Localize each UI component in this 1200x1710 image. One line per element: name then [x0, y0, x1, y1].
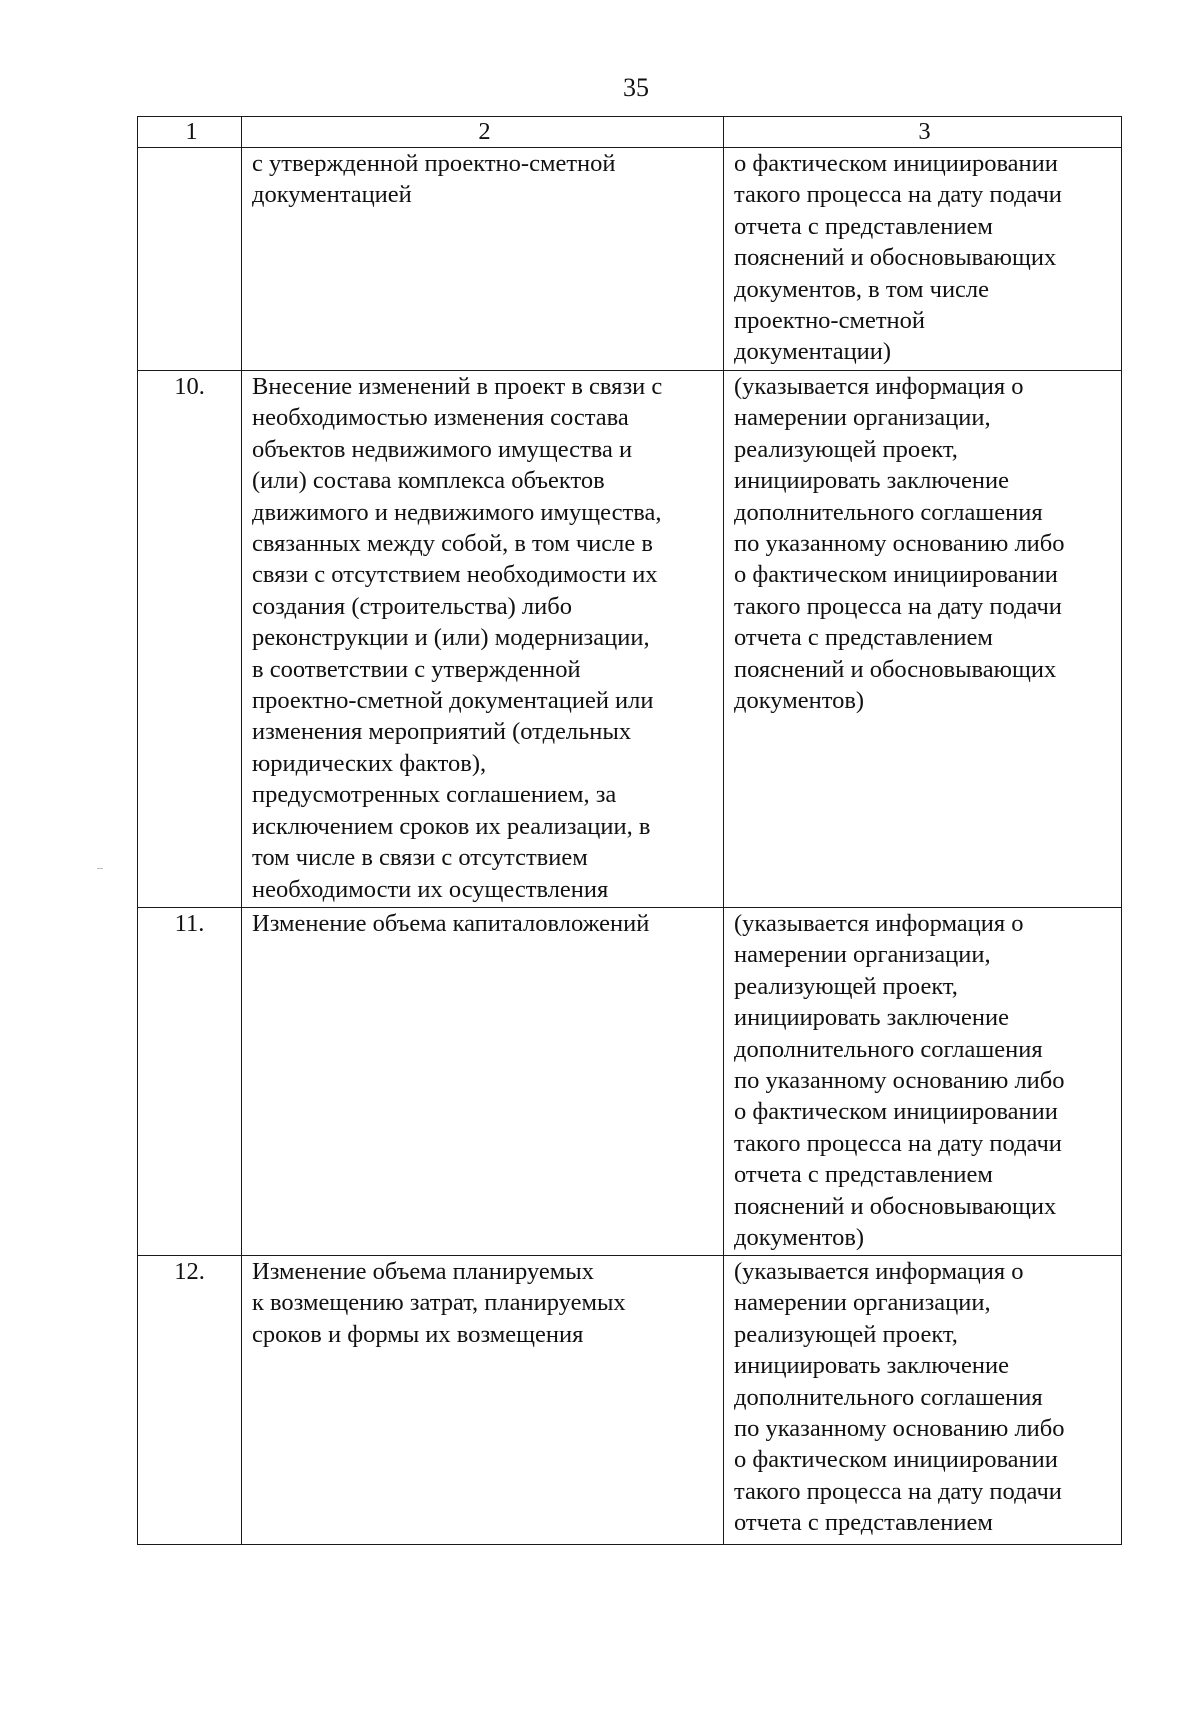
table-row-10	[138, 371, 1122, 908]
row-description	[242, 371, 724, 908]
requirements-table	[137, 116, 1122, 1545]
scan-mark	[97, 868, 103, 869]
row-description-text: с утвержденной проектно-сметной документацией	[252, 150, 616, 209]
row-description	[242, 1256, 724, 1545]
row-number: 10.	[138, 371, 242, 908]
row-info-text: (указывается информация о намерении организации, реализующей проект, инициировать заключение дополнительного соглашения по указанному основанию либо о фактическом инициировании такого процесса на дату подачи отчета с представлением	[734, 1258, 1065, 1537]
table-row-12	[138, 1256, 1122, 1545]
column-header-2: 2	[242, 117, 724, 148]
table-row-11	[138, 908, 1122, 1256]
row-number	[138, 148, 242, 371]
row-description-text: Изменение объема капиталовложений	[252, 910, 650, 937]
row-number: 12.	[138, 1256, 242, 1545]
row-info-text: (указывается информация о намерении организации, реализующей проект, инициировать заключение дополнительного соглашения по указанному основанию либо о фактическом инициировании такого процесса на дату подачи отчета с представлением пояснений и обосновывающих документов)	[734, 373, 1065, 715]
row-description-text: Внесение изменений в проект в связи с необходимостью изменения состава объектов недвижимого имущества и (или) состава комплекса объектов движимого и недвижимого имущества, связанных между собой, в том числе в связи с отсутствием необходимости их создания (строительства) либо реконструкции и (или) модернизации, в соответствии с утвержденной проектно-сметной документацией или изменения мероприятий (отдельных юридических фактов), предусмотренных соглашением, за исключением сроков их реализации, в том числе в связи с отсутствием необходимости их осуществления	[252, 373, 663, 903]
row-info	[724, 371, 1122, 908]
column-header-1: 1	[138, 117, 242, 148]
row-description	[242, 908, 724, 1256]
row-description	[242, 148, 724, 371]
row-info	[724, 148, 1122, 371]
column-header-3: 3	[724, 117, 1122, 148]
row-number: 11.	[138, 908, 242, 1256]
row-info	[724, 1256, 1122, 1545]
row-info-text: о фактическом инициировании такого процесса на дату подачи отчета с представлением пояснений и обосновывающих документов, в том числе проектно-сметной документации)	[734, 150, 1062, 366]
table-header-row	[138, 117, 1122, 148]
row-info	[724, 908, 1122, 1256]
row-description-text: Изменение объема планируемых к возмещению затрат, планируемых сроков и формы их возмещения	[252, 1258, 626, 1348]
table-row-continuation	[138, 148, 1122, 371]
row-info-text: (указывается информация о намерении организации, реализующей проект, инициировать заключение дополнительного соглашения по указанному основанию либо о фактическом инициировании такого процесса на дату подачи отчета с представлением пояснений и обосновывающих документов)	[734, 910, 1065, 1252]
page-number: 35	[623, 73, 649, 102]
